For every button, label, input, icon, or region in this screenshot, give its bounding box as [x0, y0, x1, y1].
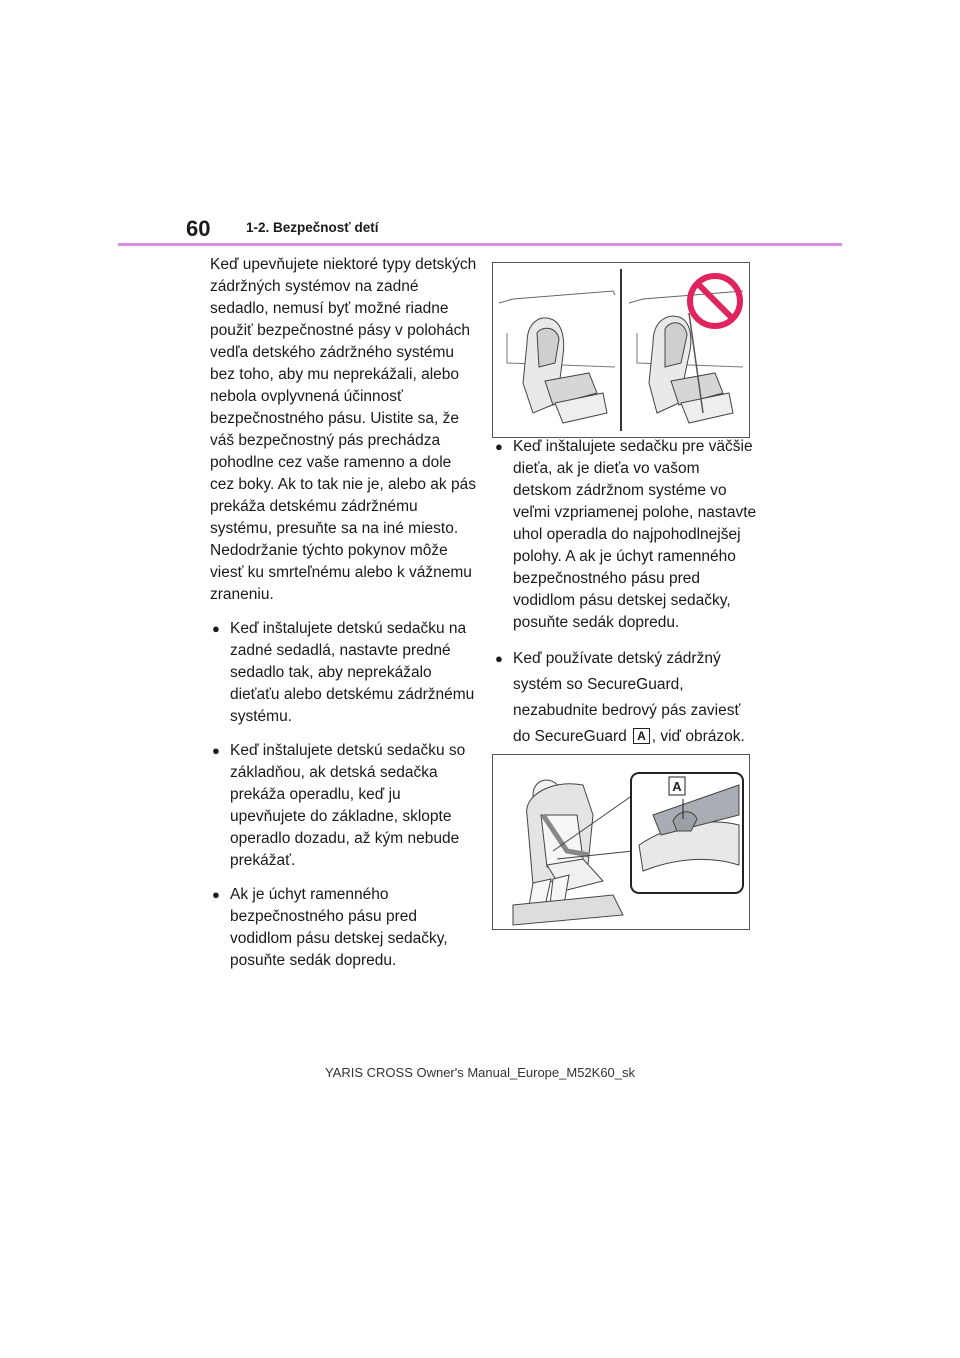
secureguard-suffix: , viď obrázok. — [651, 728, 745, 745]
intro-paragraph: Keď upevňujete niektoré typy detských zádržných systémov na zadné sedadlo, nemusí byť možné riadne použiť bezpečnostné pásy v polohách vedľa detského zádržného systému bez toho, aby mu neprekážali, alebo nebola ovplyvnená účinnosť bezpečnostného pásu. Uistite sa, že váš bezpečnostný pás prechádza pohodlne cez vaše ramenno a dole cez boky. Ak to tak nie je, alebo ak pás prekáža detskému zádržnému systému, presuňte sa na iné miesto. Nedodržanie týchto pokynov môže viesť ku smrteľnému alebo k vážnemu zraneniu. — [210, 256, 477, 603]
bullet-belt-anchor: ● Ak je úchyt ramenného bezpečnostného pásu pred vodidlom pásu detskej sedačky, posuňte sedák dopredu. — [210, 884, 478, 972]
header-rule — [118, 243, 842, 246]
prohibited-icon — [690, 276, 740, 326]
bullet-secureguard — [493, 646, 761, 750]
label-a-badge: A — [633, 728, 650, 744]
page-number: 60 — [186, 216, 211, 241]
bullet-recline-angle: ● Keď inštalujete sedačku pre väčšie dieťa, ak je dieťa vo vašom detskom zádržnom systéme vo veľmi vzpriamenej polohe, nastavte uhol operadla do najpohodlnejšej polohy. A ak je úchyt ramenného bezpečnostného pásu pred vodidlom pásu detskej sedačky, posuňte sedák dopredu. — [493, 436, 761, 634]
secureguard-illustration — [493, 755, 749, 929]
right-column — [493, 436, 761, 762]
bullet-front-seat: ● Keď inštalujete detskú sedačku na zadné sedadlá, nastavte predné sedadlo tak, aby neprekážalo dieťaťu alebo detskému zádržnému systému. — [210, 618, 478, 728]
footer-text: YARIS CROSS Owner's Manual_Europe_M52K60_sk — [324, 1065, 636, 1080]
callout-a: A — [672, 779, 682, 794]
secureguard-text: Keď používate detský zádržný systém so SecureGuard, nezabudnite bedrový pás zaviesť do SecureGuard — [513, 650, 741, 745]
figure-secureguard — [492, 754, 750, 930]
figure-seat-recline — [492, 262, 750, 438]
bullet-base-seat: ● Keď inštalujete detskú sedačku so základňou, ak detská sedačka prekáža operadlu, keď ju upevňujete do základne, sklopte operadlo dozadu, až kým nebude prekážať. — [210, 740, 478, 872]
left-column — [210, 254, 478, 984]
seat-recline-illustration — [493, 263, 749, 437]
section-title: 1-2. Bezpečnosť detí — [246, 220, 379, 235]
